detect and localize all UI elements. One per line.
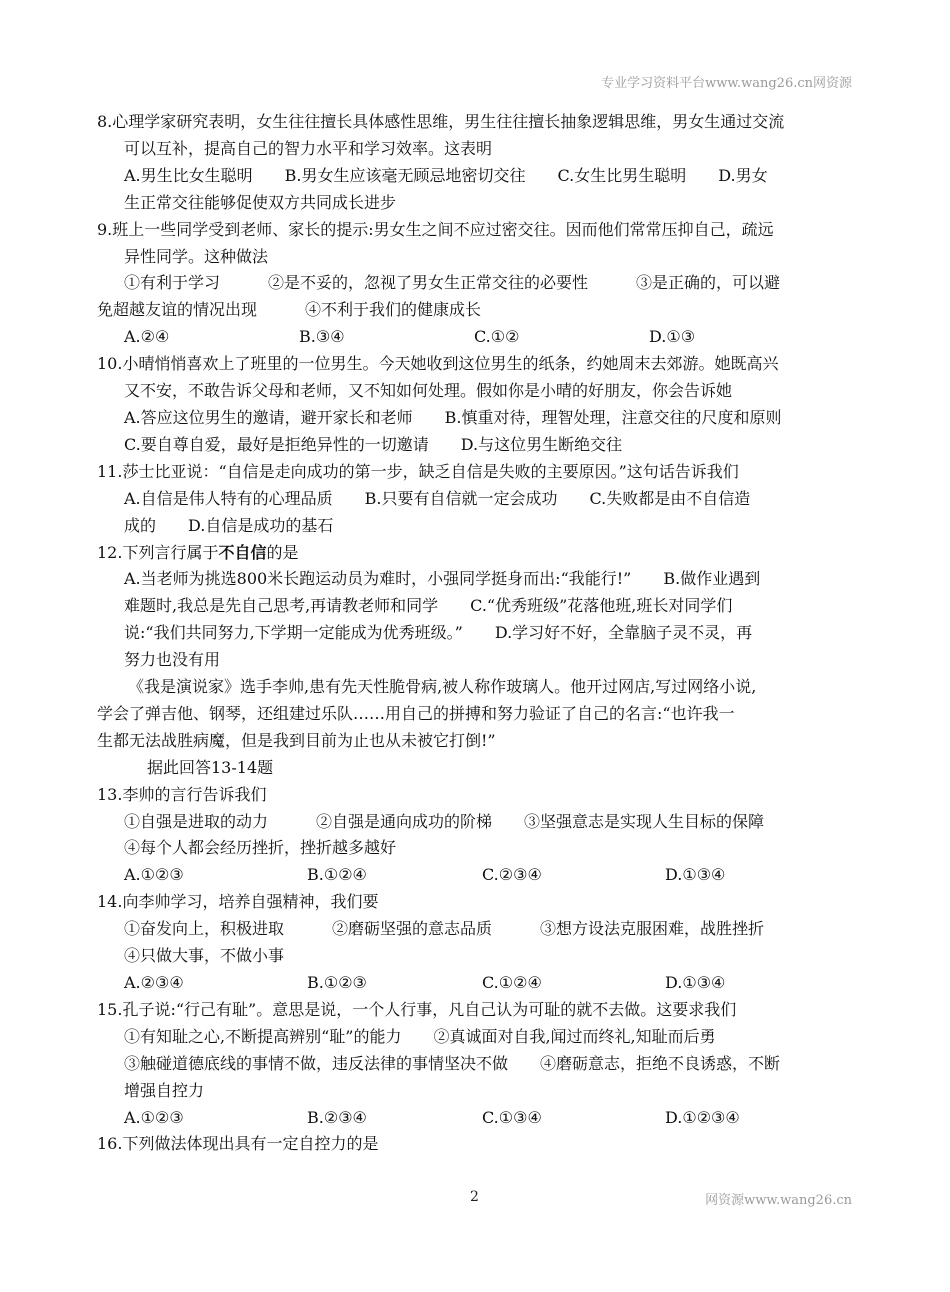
q10-stem-2: 又不安，不敢告诉父母和老师，又不知如何处理。假如你是小晴的好朋友，你会告诉她 [124, 381, 733, 401]
q15-option-b: B.②③④ [307, 1107, 367, 1127]
passage-line-1: 《我是演说家》选手李帅,患有先天性脆骨病,被人称作玻璃人。他开过网店,写过网络小说, [128, 677, 757, 697]
q8-stem-1: 8.心理学家研究表明，女生往往擅长具体感性思维，男生往往擅长抽象逻辑思维，男女生通过交流 [97, 112, 785, 131]
q8-options-cont: 生正常交往能够促使双方共同成长进步 [124, 192, 397, 212]
passage-line-3: 生都无法战胜病魔，但是我到目前为止也从未被它打倒!” [97, 730, 496, 750]
q15-statements-3: 增强自控力 [124, 1080, 205, 1100]
q12-options-4: 努力也没有用 [124, 650, 221, 670]
q13-option-a: A.①②③ [124, 865, 184, 885]
q11-stem: 11.莎士比亚说：“自信是走向成功的第一步，缺乏自信是失败的主要原因。”这句话告诉我们 [97, 461, 739, 481]
q14-stem: 14.向李帅学习，培养自强精神，我们要 [97, 892, 379, 912]
q16-stem: 16.下列做法体现出具有一定自控力的是 [97, 1134, 379, 1154]
q13-options [97, 862, 862, 889]
q15-option-c: C.①③④ [482, 1107, 542, 1127]
q15-statements-1: ①有知耻之心,不断提高辨别“耻”的能力 ②真诚面对自我,闻过而终礼,知耻而后勇 [124, 1026, 716, 1046]
q10-options-cd: C.要自尊自爱，最好是拒绝异性的一切邀请 D.与这位男生断绝交往 [124, 434, 623, 454]
q15-option-a: A.①②③ [124, 1107, 184, 1127]
q13-option-d: D.①③④ [665, 865, 726, 885]
q14-option-c: C.①②④ [482, 973, 542, 992]
q13-stem: 13.李帅的言行告诉我们 [97, 784, 267, 804]
passage-line-2: 学会了弹吉他、钢琴，还组建过乐队……用自己的拼搏和努力验证了自己的名言:“也许我一 [97, 703, 735, 723]
q12-options-2: 难题时,我总是先自己思考,再请教老师和同学 C.“优秀班级”花落他班,班长对同学们 [124, 596, 733, 616]
q15-statements-2: ③触碰道德底线的事情不做，违反法律的事情坚决不做 ④磨砺意志，拒绝不良诱惑，不断 [124, 1053, 781, 1073]
q9-option-c: C.①② [474, 327, 520, 347]
q14-options [97, 970, 862, 997]
q9-statements: ①有利于学习 ②是不妥的，忽视了男女生正常交往的必要性 ③是正确的，可以避 [124, 273, 781, 293]
q14-option-b: B.①②③ [307, 973, 367, 992]
page-number: 2 [470, 1189, 479, 1205]
q14-option-a: A.②③④ [124, 973, 184, 992]
q12-stem-post: 的是 [266, 542, 299, 562]
q11-options: A.自信是伟人特有的心理品质 B.只要有自信就一定会成功 C.失败都是由不自信造 [124, 488, 751, 508]
q12-stem-pre: 12.下列言行属于 [97, 542, 219, 562]
q10-options-ab: A.答应这位男生的邀请，避开家长和老师 B.慎重对待，理智处理，注意交往的尺度和原则 [124, 407, 782, 427]
q9-stem-1: 9.班上一些同学受到老师、家长的提示:男女生之间不应过密交往。因而他们常常压抑自己，疏远 [97, 219, 774, 239]
q9-statements-cont: 免超越友谊的情况出现 ④不利于我们的健康成长 [97, 300, 482, 320]
q9-option-a: A.②④ [124, 327, 170, 347]
q14-statements: ①奋发向上，积极进取 ②磨砺坚强的意志品质 ③想方设法克服困难，战胜挫折 [124, 919, 765, 939]
q13-option-b: B.①②④ [307, 865, 367, 885]
q13-statements-cont: ④每个人都会经历挫折，挫折越多越好 [124, 838, 397, 858]
q8-options: A.男生比女生聪明 B.男女生应该毫无顾忌地密切交往 C.女生比男生聪明 D.男女 [124, 165, 768, 185]
q12-options-1: A.当老师为挑选800米长跑运动员为难时，小强同学挺身而出:“我能行!” B.做作业遇到 [124, 569, 761, 589]
q10-stem-1: 10.小晴悄悄喜欢上了班里的一位男生。今天她收到这位男生的纸条，约她周末去郊游。她既高兴 [97, 354, 779, 374]
q14-statements-cont: ④只做大事，不做小事 [124, 946, 285, 966]
q9-options [97, 324, 862, 351]
q12-stem [97, 540, 862, 567]
q15-options [97, 1105, 862, 1132]
q14-option-d: D.①③④ [665, 973, 726, 992]
q13-option-c: C.②③④ [482, 865, 542, 885]
q15-stem: 15.孔子说:“行己有耻”。意思是说，一个人行事，凡自己认为可耻的就不去做。这要求我们 [97, 999, 737, 1019]
q9-option-d: D.①③ [649, 327, 696, 347]
q12-stem-emphasis: 不自信 [218, 542, 267, 562]
q11-options-cont: 成的 D.自信是成功的基石 [124, 515, 334, 535]
q12-options-3: 说:“我们共同努力,下学期一定能成为优秀班级。” D.学习好不好，全靠脑子灵不灵，再 [124, 623, 753, 643]
header-source: 专业学习资料平台www.wang26.cn网资源 [601, 76, 852, 91]
q15-option-d: D.①②③④ [665, 1107, 740, 1127]
exam-content [97, 109, 862, 1158]
q9-stem-2: 异性同学。这种做法 [124, 246, 269, 266]
footer-source: 网资源www.wang26.cn [705, 1193, 852, 1208]
q8-stem-2: 可以互补，提高自己的智力水平和学习效率。这表明 [124, 138, 493, 158]
passage-note: 据此回答13-14题 [147, 757, 274, 777]
q13-statements: ①自强是进取的动力 ②自强是通向成功的阶梯 ③坚强意志是实现人生目标的保障 [124, 811, 765, 831]
q9-option-b: B.③④ [299, 327, 345, 347]
